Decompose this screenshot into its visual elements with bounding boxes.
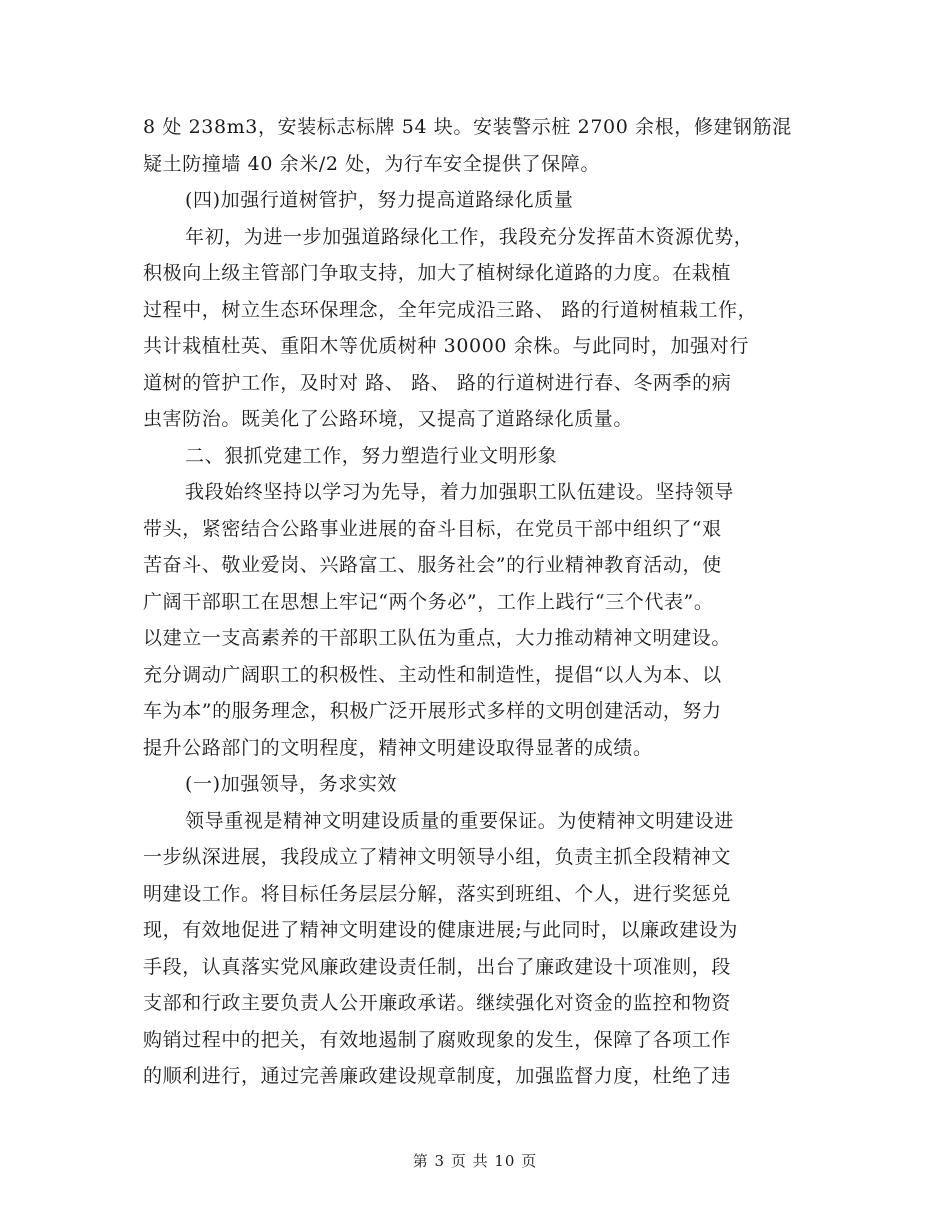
text-line: 积极向上级主管部门争取支持，加大了植树绿化道路的力度。在栽植: [143, 262, 732, 284]
text-line: 明建设工作。将目标任务层层分解，落实到班组、个人，进行奖惩兑: [143, 882, 732, 905]
text-line: 现，有效地促进了精神文明建设的健康进展;与此同时，以廉政建设为: [143, 919, 739, 941]
text-line: 以建立一支高素养的干部职工队伍为重点，大力推动精神文明建设。: [143, 627, 732, 649]
text-line: 手段，认真落实党风廉政建设责任制，出台了廉政建设十项准则，段: [143, 955, 732, 978]
text-line: 购销过程中的把关，有效地遏制了腐败现象的发生，保障了各项工作: [143, 1028, 732, 1051]
text-line: 充分调动广阔职工的积极性、主动性和制造性，提倡“以人为本、以: [143, 663, 722, 686]
text-line: (四)加强行道树管护，努力提高道路绿化质量: [185, 189, 574, 211]
text-line: 8 处 238m3，安装标志标牌 54 块。安装警示桩 2700 余根，修建钢筋混: [143, 116, 792, 138]
text-line: 车为本”的服务理念，积极广泛开展形式多样的文明创建活动，努力: [143, 700, 722, 722]
text-line: 领导重视是精神文明建设质量的重要保证。为使精神文明建设进: [185, 809, 734, 832]
text-line: 苦奋斗、敬业爱岗、兴路富工、服务社会”的行业精神教育活动，使: [143, 554, 722, 576]
text-line: 的顺利进行，通过完善廉政建设规章制度，加强监督力度，杜绝了违: [143, 1065, 732, 1087]
text-line: 共计栽植杜英、重阳木等优质树种 30000 余株。与此同时，加强对行: [143, 335, 749, 357]
text-line: 带头，紧密结合公路事业进展的奋斗目标，在党员干部中组织了“艰: [143, 517, 722, 540]
text-line: 疑土防撞墙 40 余米/2 处，为行车安全提供了保障。: [143, 152, 600, 175]
document-body: [143, 109, 813, 1095]
text-line: 过程中，树立生态环保理念，全年完成沿三路、 路的行道树植栽工作，: [143, 298, 758, 321]
text-line: 广阔干部职工在思想上牢记“两个务必”，工作上践行“三个代表”。: [143, 590, 714, 613]
text-line: 一步纵深进展，我段成立了精神文明领导小组，负责主抓全段精神文: [143, 846, 732, 868]
page-footer: 第 3 页 共 10 页: [412, 1152, 538, 1170]
text-line: (一)加强领导，务求实效: [185, 773, 398, 795]
text-line: 虫害防治。既美化了公路环境，又提高了道路绿化质量。: [143, 408, 634, 430]
text-line: 支部和行政主要负责人公开廉政承诺。继续强化对资金的监控和物资: [143, 992, 732, 1014]
text-line: 提升公路部门的文明程度，精神文明建设取得显著的成绩。: [143, 736, 653, 759]
text-line: 我段始终坚持以学习为先导，着力加强职工队伍建设。坚持领导: [185, 481, 734, 503]
text-line: 二、狠抓党建工作，努力塑造行业文明形象: [185, 444, 558, 467]
text-line: 年初，为进一步加强道路绿化工作，我段充分发挥苗木资源优势，: [185, 225, 754, 248]
text-line: 道树的管护工作，及时对 路、 路、 路的行道树进行春、冬两季的病: [143, 371, 732, 394]
